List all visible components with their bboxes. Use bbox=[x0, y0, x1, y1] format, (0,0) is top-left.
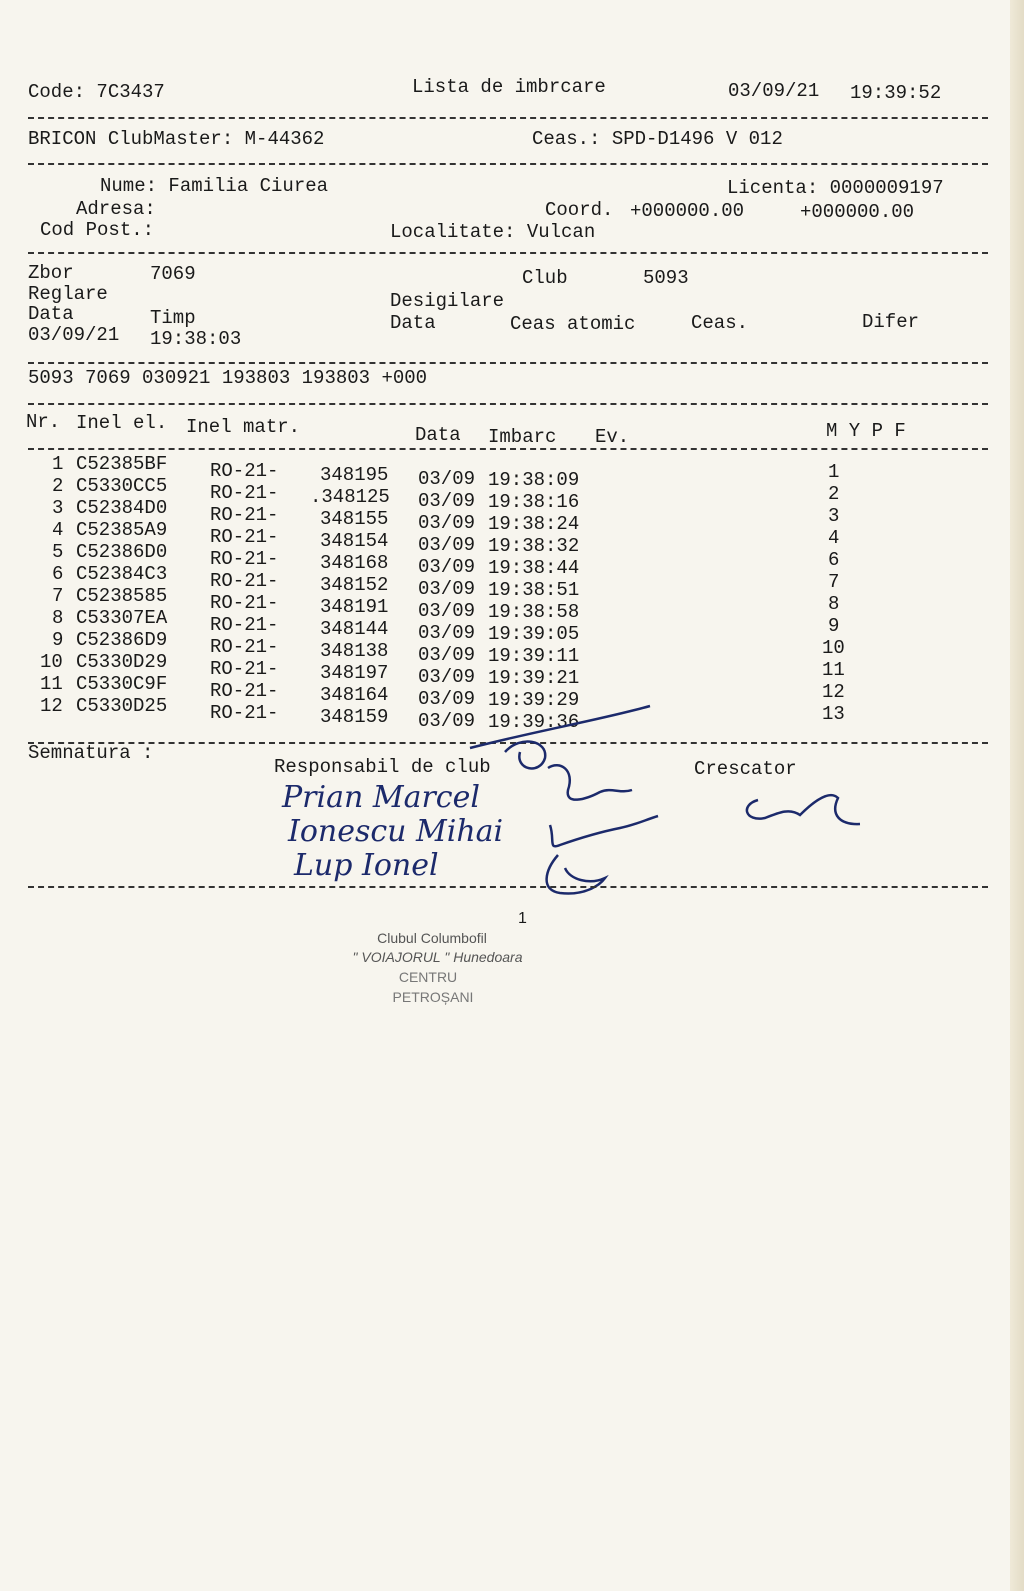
row-electronic-ring: C5238585 bbox=[76, 585, 168, 607]
clock-column-label: Ceas. bbox=[691, 312, 749, 334]
row-position: 6 bbox=[828, 549, 840, 571]
row-nr: 5 bbox=[52, 541, 64, 563]
row-ring-number: 348197 bbox=[320, 662, 389, 684]
row-position: 10 bbox=[822, 637, 845, 659]
row-ring-number: 348168 bbox=[320, 552, 389, 574]
row-date: 03/09 bbox=[418, 622, 476, 644]
handwritten-name: Lup Ionel bbox=[294, 848, 439, 883]
row-ring-prefix: RO-21- bbox=[210, 614, 279, 636]
signature-label: Semnatura : bbox=[28, 742, 154, 764]
clock-label: Ceas.: SPD-D1496 V 012 bbox=[532, 128, 783, 150]
row-time: 19:39:36 bbox=[488, 711, 580, 733]
row-nr: 2 bbox=[52, 475, 64, 497]
breeder-label: Crescator bbox=[694, 758, 797, 780]
row-date: 03/09 bbox=[418, 534, 476, 556]
coord-x: +000000.00 bbox=[630, 200, 745, 222]
row-ring-prefix: RO-21- bbox=[210, 636, 279, 658]
setting-time: 19:38:03 bbox=[150, 328, 242, 350]
row-time: 19:39:29 bbox=[488, 689, 580, 711]
row-time: 19:38:16 bbox=[488, 491, 580, 513]
row-electronic-ring: C5330D25 bbox=[76, 695, 168, 717]
unsealing-date-label: Data bbox=[390, 312, 436, 334]
row-date: 03/09 bbox=[418, 578, 476, 600]
row-time: 19:38:44 bbox=[488, 557, 580, 579]
atomic-clock-label: Ceas atomic bbox=[510, 313, 636, 335]
row-position: 1 bbox=[828, 461, 840, 483]
row-ring-prefix: RO-21- bbox=[210, 526, 279, 548]
club-responsible-label: Responsabil de club bbox=[274, 756, 491, 778]
coord-y: +000000.00 bbox=[800, 201, 915, 223]
row-ring-number: 348138 bbox=[320, 640, 389, 662]
row-nr: 4 bbox=[52, 519, 64, 541]
row-date: 03/09 bbox=[418, 644, 476, 666]
row-position: 7 bbox=[828, 571, 840, 593]
col-header-boarding: Imbarc bbox=[488, 426, 557, 448]
row-nr: 7 bbox=[52, 585, 64, 607]
row-position: 9 bbox=[828, 615, 840, 637]
row-ring-prefix: RO-21- bbox=[210, 570, 279, 592]
row-time: 19:39:21 bbox=[488, 667, 580, 689]
owner-name: Nume: Familia Ciurea bbox=[100, 175, 329, 197]
handwritten-name: Prian Marcel bbox=[282, 780, 480, 815]
club-label: Club bbox=[522, 267, 568, 289]
row-ring-number: 348144 bbox=[320, 618, 389, 640]
row-electronic-ring: C52386D9 bbox=[76, 629, 168, 651]
stamp-line: CENTRU bbox=[398, 969, 458, 985]
row-electronic-ring: C52386D0 bbox=[76, 541, 168, 563]
col-header-nr: Nr. bbox=[26, 411, 61, 433]
row-date: 03/09 bbox=[418, 688, 476, 710]
row-electronic-ring: C5330CC5 bbox=[76, 475, 168, 497]
row-position: 4 bbox=[828, 527, 840, 549]
col-header-ring-number: Inel matr. bbox=[186, 416, 301, 438]
col-header-electronic-ring: Inel el. bbox=[76, 412, 168, 434]
clubmaster-label: BRICON ClubMaster: M-44362 bbox=[28, 128, 325, 150]
coord-label: Coord. bbox=[545, 199, 614, 221]
col-header-date: Data bbox=[415, 424, 461, 446]
row-date: 03/09 bbox=[418, 468, 476, 490]
row-ring-number: .348125 bbox=[310, 486, 390, 508]
stamp-line: Clubul Columbofil bbox=[377, 930, 487, 946]
row-ring-number: 348154 bbox=[320, 530, 389, 552]
row-ring-number: 348155 bbox=[320, 508, 389, 530]
row-ring-prefix: RO-21- bbox=[210, 592, 279, 614]
row-time: 19:38:51 bbox=[488, 579, 580, 601]
row-time: 19:38:58 bbox=[488, 601, 580, 623]
stamp-line: " VOIAJORUL " Hunedoara bbox=[352, 949, 523, 965]
row-nr: 10 bbox=[40, 651, 63, 673]
separator bbox=[28, 886, 988, 888]
row-nr: 6 bbox=[52, 563, 64, 585]
row-ring-number: 348159 bbox=[320, 706, 389, 728]
document-title: Lista de imbrcare bbox=[412, 76, 606, 98]
row-ring-number: 348195 bbox=[320, 464, 389, 486]
row-position: 11 bbox=[822, 659, 845, 681]
row-ring-number: 348152 bbox=[320, 574, 389, 596]
handwritten-name: Ionescu Mihai bbox=[288, 814, 504, 849]
stamp-line: PETROȘANI bbox=[392, 989, 474, 1005]
row-date: 03/09 bbox=[418, 556, 476, 578]
row-position: 2 bbox=[828, 483, 840, 505]
row-electronic-ring: C52384C3 bbox=[76, 563, 168, 585]
row-electronic-ring: C5330D29 bbox=[76, 651, 168, 673]
setting-label: Reglare bbox=[28, 283, 108, 305]
row-electronic-ring: C52385BF bbox=[76, 453, 168, 475]
row-position: 3 bbox=[828, 505, 840, 527]
row-date: 03/09 bbox=[418, 710, 476, 732]
col-header-event: Ev. bbox=[595, 426, 630, 448]
row-date: 03/09 bbox=[418, 666, 476, 688]
row-ring-prefix: RO-21- bbox=[210, 460, 279, 482]
row-ring-number: 348164 bbox=[320, 684, 389, 706]
row-position: 8 bbox=[828, 593, 840, 615]
col-header-flags: M Y P F bbox=[826, 420, 906, 442]
header-time: 19:39:52 bbox=[850, 82, 942, 104]
row-ring-number: 348191 bbox=[320, 596, 389, 618]
row-ring-prefix: RO-21- bbox=[210, 548, 279, 570]
row-position: 13 bbox=[822, 703, 845, 725]
row-nr: 3 bbox=[52, 497, 64, 519]
date-label: Data bbox=[28, 303, 74, 325]
row-time: 19:39:05 bbox=[488, 623, 580, 645]
row-date: 03/09 bbox=[418, 490, 476, 512]
license-number: Licenta: 0000009197 bbox=[727, 177, 944, 199]
row-electronic-ring: C53307EA bbox=[76, 607, 168, 629]
summary-line: 5093 7069 030921 193803 193803 +000 bbox=[28, 367, 428, 389]
unsealing-label: Desigilare bbox=[390, 290, 505, 312]
difference-label: Difer bbox=[862, 311, 920, 333]
row-nr: 9 bbox=[52, 629, 64, 651]
time-label: Timp bbox=[150, 307, 196, 329]
row-ring-prefix: RO-21- bbox=[210, 680, 279, 702]
row-ring-prefix: RO-21- bbox=[210, 702, 279, 724]
header-date: 03/09/21 bbox=[728, 80, 820, 102]
setting-date: 03/09/21 bbox=[28, 324, 120, 346]
row-date: 03/09 bbox=[418, 512, 476, 534]
postal-code-label: Cod Post.: bbox=[40, 219, 155, 241]
row-nr: 12 bbox=[40, 695, 63, 717]
row-nr: 8 bbox=[52, 607, 64, 629]
row-time: 19:39:11 bbox=[488, 645, 580, 667]
row-nr: 1 bbox=[52, 453, 64, 475]
row-time: 19:38:24 bbox=[488, 513, 580, 535]
club-number: 5093 bbox=[643, 267, 689, 289]
address-label: Adresa: bbox=[76, 198, 156, 220]
row-ring-prefix: RO-21- bbox=[210, 658, 279, 680]
row-ring-prefix: RO-21- bbox=[210, 482, 279, 504]
row-electronic-ring: C52385A9 bbox=[76, 519, 168, 541]
row-nr: 11 bbox=[40, 673, 63, 695]
locality-label: Localitate: Vulcan bbox=[390, 221, 596, 243]
row-time: 19:38:32 bbox=[488, 535, 580, 557]
row-ring-prefix: RO-21- bbox=[210, 504, 279, 526]
row-electronic-ring: C52384D0 bbox=[76, 497, 168, 519]
row-date: 03/09 bbox=[418, 600, 476, 622]
row-time: 19:38:09 bbox=[488, 469, 580, 491]
page-number: 1 bbox=[518, 910, 527, 927]
flight-label: Zbor bbox=[28, 262, 74, 284]
code-label: Code: 7C3437 bbox=[28, 81, 165, 103]
flight-number: 7069 bbox=[150, 263, 196, 285]
row-electronic-ring: C5330C9F bbox=[76, 673, 168, 695]
row-position: 12 bbox=[822, 681, 845, 703]
